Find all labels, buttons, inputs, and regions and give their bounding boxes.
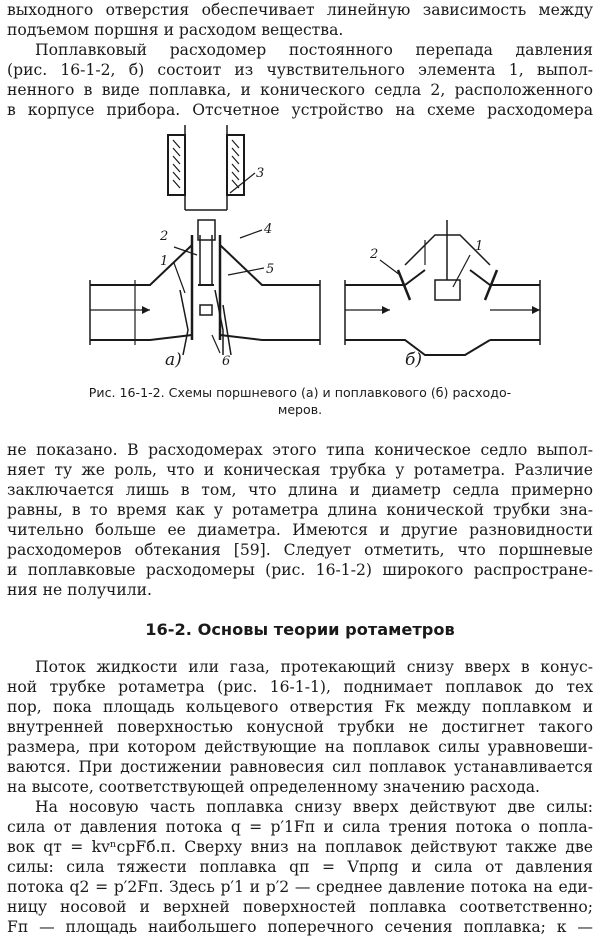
text-line: расходомеров обтекания [59]. Следует отметить, что поршневые bbox=[7, 541, 593, 559]
text-line: ницу носовой и верхней поверхностей поплавка соответственно; bbox=[7, 898, 593, 916]
text-line: няет ту же роль, что и коническая трубка у ротаметра. Различие bbox=[7, 461, 593, 479]
text-line: заключается лишь в том, что длина и диаметр седла примерно bbox=[7, 481, 593, 499]
callout-6-a: 6 bbox=[222, 354, 231, 369]
figure-caption bbox=[60, 384, 540, 418]
text-line: ной трубке ротаметра (рис. 16-1-1), поднимает поплавок до тех bbox=[7, 678, 593, 696]
text-line: На носовую часть поплавка снизу вверх действуют две силы: bbox=[35, 798, 593, 816]
figure-flowmeter-schemes bbox=[50, 125, 550, 375]
text-line: пор, пока площадь кольцевого отверстия Fк между поплавком и bbox=[7, 698, 593, 716]
text-line: Fп — площадь наибольшего поперечного сечения поплавка; к — bbox=[7, 918, 593, 936]
section-heading: 16-2. Основы теории ротаметров bbox=[145, 620, 455, 639]
text-line: ния не получили. bbox=[7, 581, 152, 599]
text-line: Поплавковый расходомер постоянного перепада давления bbox=[35, 41, 593, 59]
scheme-a-piston-flowmeter bbox=[90, 125, 320, 370]
callout-1-a: 1 bbox=[160, 254, 169, 269]
text-line: сила от давления потока q = p′1Fп и сила трения потока о попла- bbox=[7, 818, 593, 836]
text-line: равны, в то время как у ротаметра длина конической трубки зна- bbox=[7, 501, 593, 519]
scheme-label-a: а) bbox=[165, 350, 182, 370]
scheme-label-b: б) bbox=[405, 350, 423, 370]
callout-2-a: 2 bbox=[160, 229, 169, 244]
text-line: ненного в виде поплавка, и конического седла 2, расположенного bbox=[7, 81, 593, 99]
text-line: ваются. При достижении равновесия сил поплавок устанавливается bbox=[7, 758, 593, 776]
caption-line: меров. bbox=[277, 402, 323, 417]
paragraph-top bbox=[7, 0, 593, 120]
callout-1-b: 1 bbox=[475, 239, 484, 254]
text-line: в корпусе прибора. Отсчетное устройство на схеме расходомера bbox=[7, 101, 593, 119]
caption-line: Рис. 16-1-2. Схемы поршневого (а) и поплавкового (б) расходо- bbox=[88, 385, 512, 400]
paragraph-middle bbox=[7, 440, 593, 600]
text-line: размера, при котором действующие на поплавок силы уравновеши- bbox=[7, 738, 593, 756]
text-line: не показано. В расходомерах этого типа коническое седло выпол- bbox=[7, 441, 593, 459]
figure-drawing bbox=[50, 125, 550, 375]
callout-5-a: 5 bbox=[266, 262, 275, 277]
scheme-b-float-flowmeter bbox=[345, 220, 540, 370]
text-line: и поплавковые расходомеры (рис. 16-1-2) широкого распростране- bbox=[7, 561, 593, 579]
callout-2-b: 2 bbox=[370, 247, 379, 262]
text-line: вок qт = kvⁿсрFб.п. Сверху вниз на поплавок действуют также две bbox=[7, 838, 593, 856]
text-line: внутренней поверхностью конусной трубки не достигнет такого bbox=[7, 718, 593, 736]
paragraph-bottom bbox=[7, 657, 593, 937]
callout-3-a: 3 bbox=[256, 166, 265, 181]
text-line: потока q2 = p′2Fп. Здесь p′1 и p′2 — среднее давление потока на еди- bbox=[7, 878, 593, 896]
text-line: чительно больше ее диаметра. Имеются и другие разновидности bbox=[7, 521, 593, 539]
text-line: Поток жидкости или газа, протекающий снизу вверх в конус- bbox=[35, 658, 593, 676]
text-line: подъемом поршня и расходом вещества. bbox=[7, 21, 344, 39]
text-line: (рис. 16-1-2, б) состоит из чувствительного элемента 1, выпол- bbox=[7, 61, 593, 79]
text-line: на высоте, соответствующей определенному значению расхода. bbox=[7, 778, 540, 796]
text-line: выходного отверстия обеспечивает линейную зависимость между bbox=[7, 1, 593, 19]
callout-4-a: 4 bbox=[264, 222, 273, 237]
text-line: силы: сила тяжести поплавка qп = Vпρпg и сила от давления bbox=[7, 858, 593, 876]
